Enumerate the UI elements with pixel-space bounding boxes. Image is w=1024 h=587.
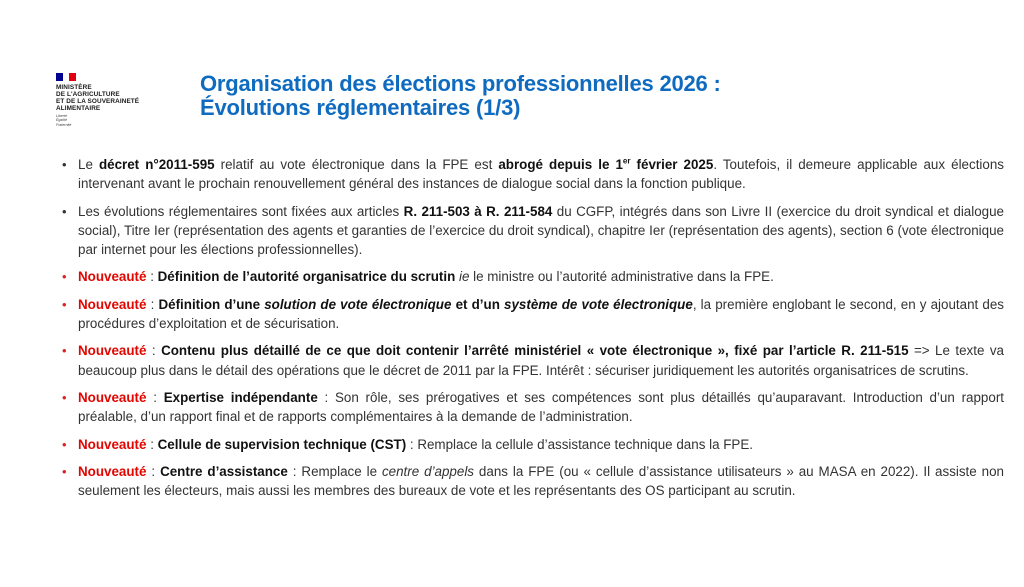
nouveaute-label: Nouveauté bbox=[78, 436, 147, 452]
list-item-centre-assistance: • Nouveauté : Centre d’assistance : Remplace le centre d’appels dans la FPE (ou « cellule d’assistance utilisateurs » au MASA en 2022). Il assiste non seulement les électeurs, mais aussi les membres des bureaux de vote et les représentants des OS participant au scrutin. bbox=[60, 462, 1004, 500]
list-item-arrete-ministeriel: • Nouveauté : Contenu plus détaillé de ce que doit contenir l’arrêté ministériel « vote électronique », fixé par l’article R. 211-515 => Le texte va beaucoup plus dans le détail des opérations que le décret de 2011 par la FPE. Intérêt : sécuriser juridiquement les autorités organisatrices de scrutins. bbox=[60, 341, 1004, 379]
nouveaute-label: Nouveauté bbox=[78, 463, 147, 479]
ministry-name: MINISTÈRE DE L'AGRICULTURE ET DE LA SOUVERAINETÉ ALIMENTAIRE bbox=[56, 84, 140, 112]
page-title: Organisation des élections professionnelles 2026 : Évolutions réglementaires (1/3) bbox=[200, 71, 721, 120]
nouveaute-label: Nouveauté bbox=[78, 343, 147, 359]
ministry-logo bbox=[56, 73, 176, 127]
nouveaute-label: Nouveauté bbox=[78, 269, 147, 285]
nouveaute-label: Nouveauté bbox=[78, 389, 147, 405]
french-flag-icon bbox=[56, 73, 76, 81]
list-item-cst: • Nouveauté : Cellule de supervision technique (CST) : Remplace la cellule d’assistance technique dans la FPE. bbox=[60, 435, 1004, 454]
nouveaute-label: Nouveauté bbox=[78, 296, 147, 312]
list-item-solution-vote: • Nouveauté : Définition d’une solution de vote électronique et d’un système de vote électronique, la première englobant le second, en y ajoutant des procédures d’exploitation et de sécurisation. bbox=[60, 295, 1004, 333]
bullet-list bbox=[60, 155, 1004, 509]
list-item-expertise: • Nouveauté : Expertise indépendante : Son rôle, ses prérogatives et ses compétences sont plus détaillés qu’auparavant. Introduction d’un rapport préalable, d’un rapport final et de rapports complémentaires à la demande de l’administration. bbox=[60, 388, 1004, 426]
republic-motto: Liberté Égalité Fraternité bbox=[56, 114, 72, 127]
list-item-decret: • Le décret n°2011-595 relatif au vote électronique dans la FPE est abrogé depuis le 1er février 2025. Toutefois, il demeure applicable aux élections intervenant avant le prochain renouvellement général des instances de dialogue social dans la fonction publique. bbox=[60, 155, 1004, 193]
list-item-articles: • Les évolutions réglementaires sont fixées aux articles R. 211-503 à R. 211-584 du CGFP, intégrés dans son Livre II (exercice du droit syndical et dialogue social), Titre Ier (représentation des agents et garanties de l’exercice du droit syndical), chapitre Ier (représentation des agents), section 6 (vote électronique par internet pour les élections professionnelles). bbox=[60, 202, 1004, 260]
list-item-autorite-organisatrice: • Nouveauté : Définition de l’autorité organisatrice du scrutin ie le ministre ou l’autorité administrative dans la FPE. bbox=[60, 267, 1004, 286]
